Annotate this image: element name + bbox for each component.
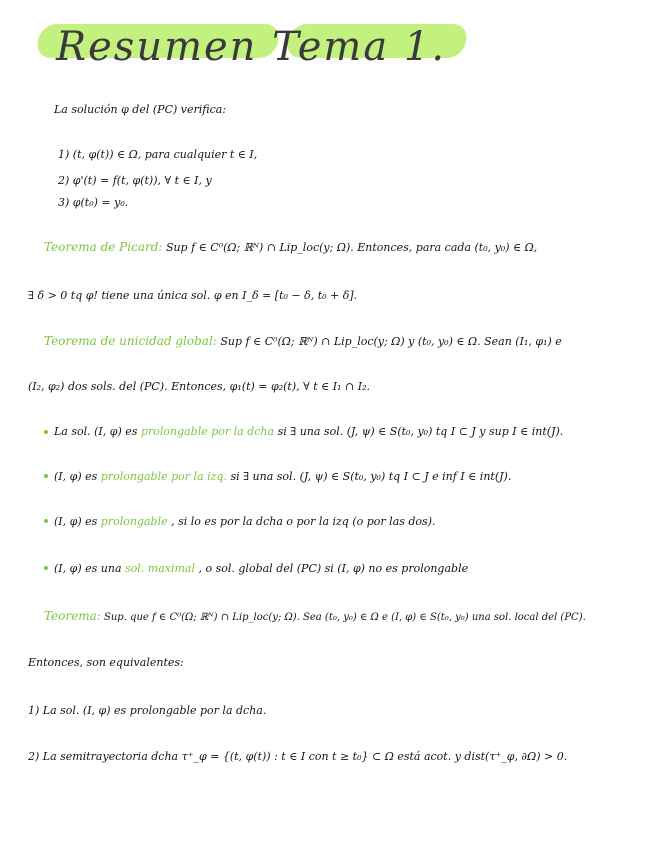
bullet-1-term: prolongable por la dcha <box>140 425 275 438</box>
bullet-dot <box>44 430 48 434</box>
bullet-4-post: , o sol. global del (PC) si (I, φ) no es prolongable <box>198 562 469 575</box>
unicidad-block <box>44 334 562 349</box>
teorema-block <box>44 609 586 625</box>
bullet-2-term: prolongable por la izq. <box>100 470 227 483</box>
bullet-2-pre: (I, φ) es <box>54 470 98 483</box>
bullet-dot <box>44 566 48 570</box>
picard-statement-2: ∃ δ > 0 tq φ! tiene una única sol. φ en I_δ = [t₀ − δ, t₀ + δ]. <box>28 289 358 302</box>
bullet-3-post: , si lo es por la dcha o por la izq (o por las dos). <box>171 515 436 528</box>
page-title: Resumen Tema 1. <box>56 24 447 70</box>
condition-1: 1) (t, φ(t)) ∈ Ω, para cualquier t ∈ I, <box>58 148 258 161</box>
bullet-4-term: sol. maximal <box>125 562 195 575</box>
bullet-3-term: prolongable <box>100 515 168 528</box>
unicidad-heading: Teorema de unicidad global: <box>44 334 217 348</box>
condition-2: 2) φ'(t) = f(t, φ(t)), ∀ t ∈ I, y <box>58 174 212 187</box>
unicidad-statement: Sup f ∈ C⁰(Ω; ℝᴺ) ∩ Lip_loc(y; Ω) y (t₀, y₀) ∈ Ω. Sean (I₁, φ₁) e <box>220 335 562 348</box>
bullet-3 <box>54 515 436 529</box>
teorema-heading: Teorema: <box>44 609 101 623</box>
equiv-item-1: 1) La sol. (I, φ) es prolongable por la dcha. <box>28 704 267 717</box>
equivalentes-text: Entonces, son equivalentes: <box>28 656 184 669</box>
teorema-statement: Sup. que f ∈ C⁰(Ω; ℝᴺ) ∩ Lip_loc(y; Ω). Sea (t₀, y₀) ∈ Ω e (I, φ) ∈ S(t₀, y₀) una sol. local del (PC). <box>104 612 586 623</box>
bullet-1-pre: La sol. (I, φ) es <box>54 425 138 438</box>
bullet-1 <box>54 425 563 439</box>
bullet-4 <box>54 562 468 576</box>
picard-statement: Sup f ∈ C⁰(Ω; ℝᴺ) ∩ Lip_loc(y; Ω). Entonces, para cada (t₀, y₀) ∈ Ω, <box>165 241 538 254</box>
bullet-dot <box>44 474 48 478</box>
intro-text: La solución φ del (PC) verifica: <box>54 103 227 116</box>
title-block <box>38 10 498 80</box>
equiv-item-2: 2) La semitrayectoria dcha τ⁺_φ = {(t, φ(t)) : t ∈ I con t ≥ t₀} ⊂ Ω está acot. y dist(τ⁺_φ, ∂Ω) > 0. <box>28 750 568 763</box>
picard-heading: Teorema de Picard: <box>44 240 163 254</box>
picard-block <box>44 240 537 255</box>
bullet-4-pre: (I, φ) es una <box>54 562 122 575</box>
bullet-2-post: si ∃ una sol. (J, ψ) ∈ S(t₀, y₀) tq I ⊂ J e inf I ∈ int(J). <box>230 470 512 483</box>
condition-3: 3) φ(t₀) = y₀. <box>58 196 129 209</box>
bullet-2 <box>54 470 511 484</box>
unicidad-statement-2: (I₂, φ₂) dos sols. del (PC). Entonces, φ₁(t) = φ₂(t), ∀ t ∈ I₁ ∩ I₂. <box>28 380 371 393</box>
bullet-dot <box>44 519 48 523</box>
bullet-1-post: si ∃ una sol. (J, ψ) ∈ S(t₀, y₀) tq I ⊂ J y sup I ∈ int(J). <box>277 425 564 438</box>
bullet-3-pre: (I, φ) es <box>54 515 98 528</box>
